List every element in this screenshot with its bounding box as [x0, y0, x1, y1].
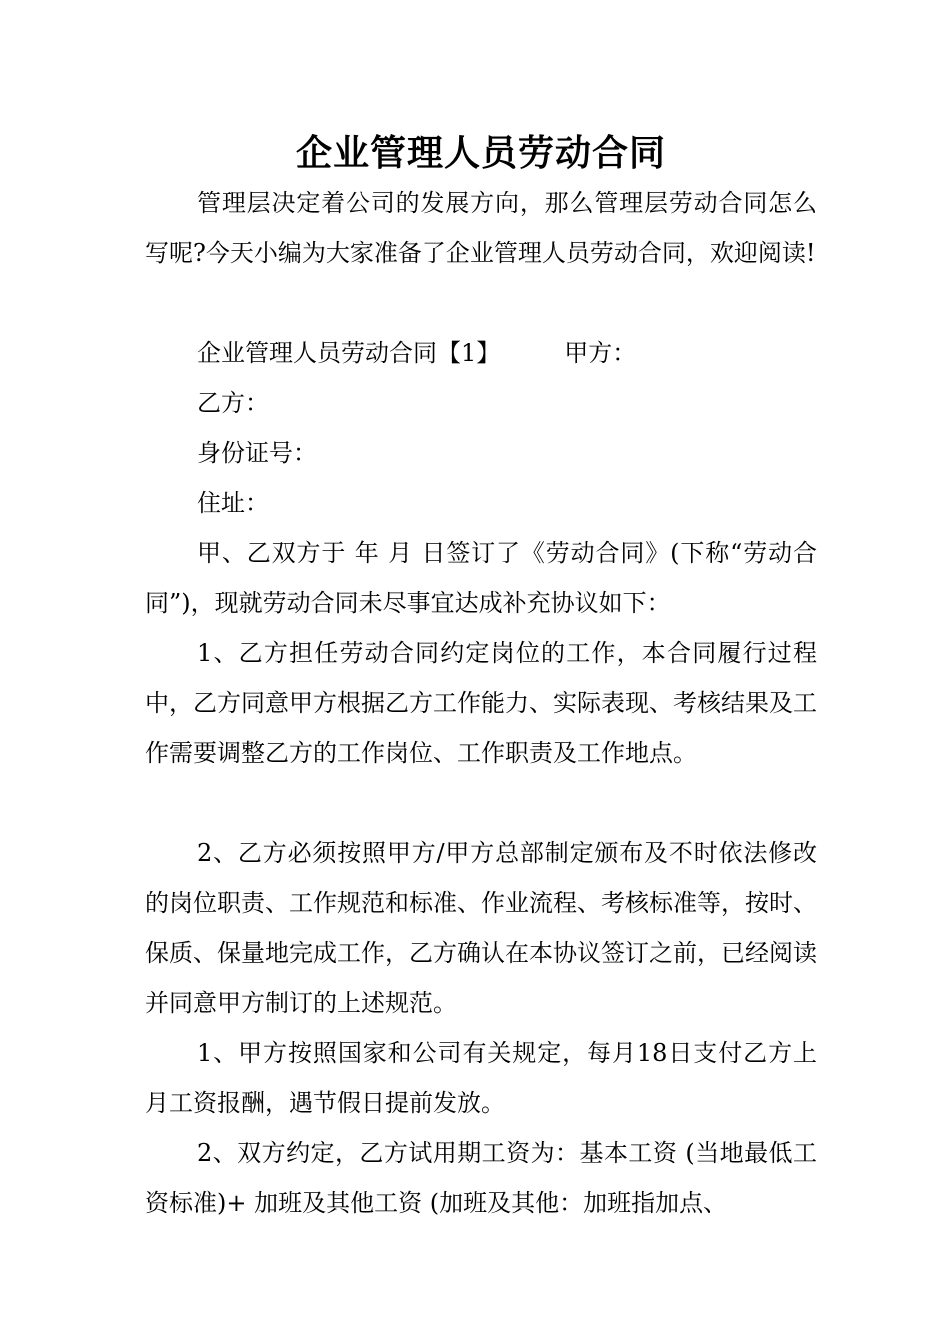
clause-paragraph: 1、甲方按照国家和公司有关规定，每月18日支付乙方上月工资报酬，遇节假日提前发放。 [145, 1039, 817, 1117]
section-heading-line [145, 328, 817, 378]
clause-paragraph: 2、双方约定，乙方试用期工资为：基本工资 (当地最低工资标准)+ 加班及其他工资 (加班及其他：加班指加点、 [145, 1139, 817, 1217]
address-label: 住址： [197, 489, 269, 517]
party-a-label: 甲方： [564, 339, 637, 367]
agreement-paragraph: 甲、乙双方于 年 月 日签订了《劳动合同》(下称“劳动合同”)，现就劳动合同未尽事宜达成补充协议如下： [145, 539, 817, 617]
intro-paragraph: 管理层决定着公司的发展方向，那么管理层劳动合同怎么写呢?今天小编为大家准备了企业管理人员劳动合同，欢迎阅读! [145, 189, 817, 267]
id-number-label: 身份证号： [197, 439, 317, 467]
document-title: 企业管理人员劳动合同 [295, 132, 666, 174]
clause-paragraph: 1、乙方担任劳动合同约定岗位的工作，本合同履行过程中，乙方同意甲方根据乙方工作能力、实际表现、考核结果及工作需要调整乙方的工作岗位、工作职责及工作地点。 [145, 639, 817, 767]
section-heading: 企业管理人员劳动合同【1】 [197, 339, 501, 367]
clause-paragraph: 2、乙方必须按照甲方/甲方总部制定颁布及不时依法修改的岗位职责、工作规范和标准、作业流程、考核标准等，按时、保质、保量地完成工作，乙方确认在本协议签订之前，已经阅读并同意甲方制订的上述规范。 [145, 839, 817, 1017]
party-b-label: 乙方： [197, 389, 269, 417]
